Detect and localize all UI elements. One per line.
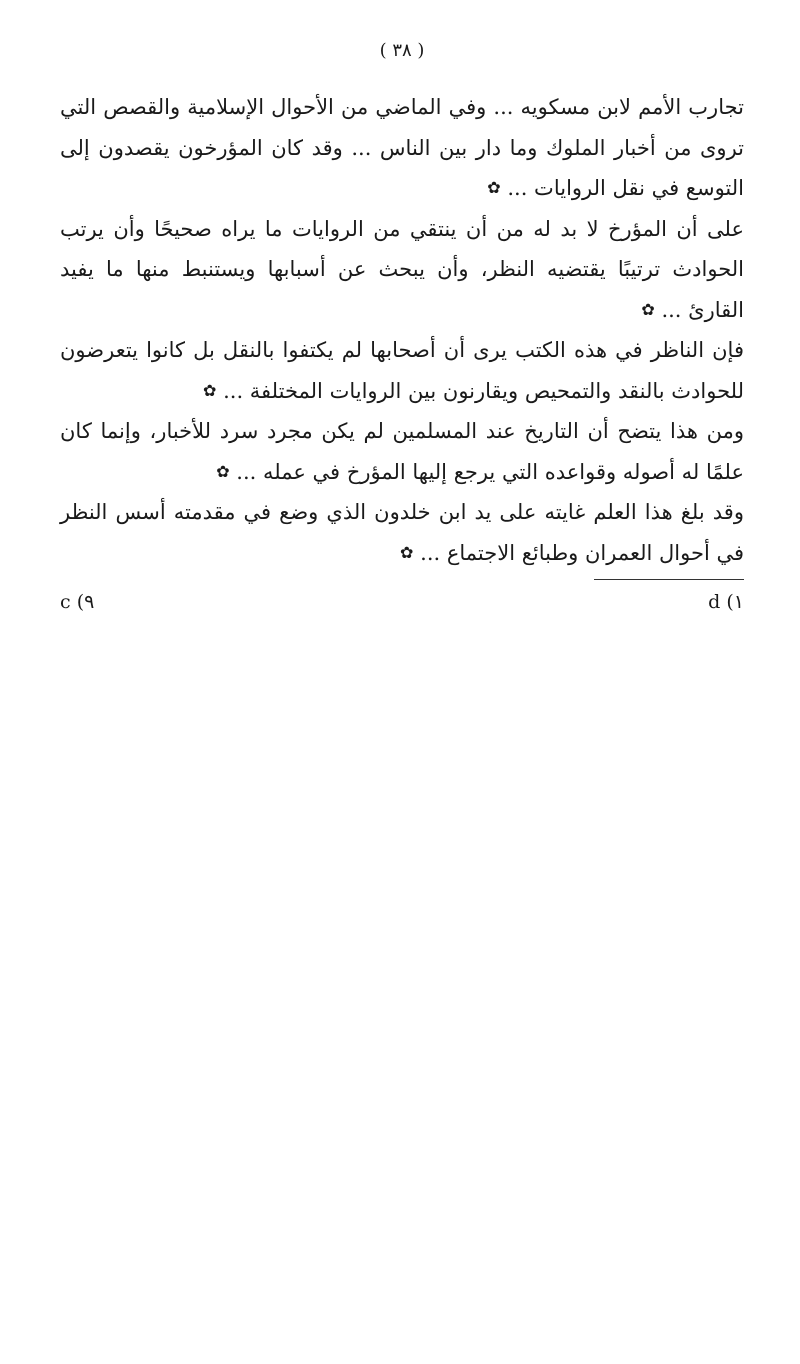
body-text bbox=[60, 87, 744, 573]
paragraph-1 bbox=[60, 87, 744, 209]
paragraph-end-star-icon: ✿ bbox=[487, 178, 501, 197]
paragraph-3 bbox=[60, 330, 744, 411]
paragraph-text: وقد بلغ هذا العلم غايته على يد ابن خلدون الذي وضع في مقدمته أسس النظر في أحوال العمران وطبائع الاجتماع ... bbox=[60, 500, 744, 565]
footnote-divider bbox=[594, 579, 744, 580]
footnote-1: ١) d bbox=[708, 591, 744, 613]
paragraph-end-star-icon: ✿ bbox=[400, 542, 414, 562]
paragraph-text: فإن الناظر في هذه الكتب يرى أن أصحابها لم يكتفوا بالنقل بل كانوا يتعرضون للحوادث بالنقد والتمحيص ويقارنون بين الروايات المختلفة ... bbox=[60, 338, 744, 403]
paragraph-5 bbox=[60, 492, 744, 573]
document-page bbox=[60, 40, 744, 616]
paragraph-end-star-icon: ✿ bbox=[641, 299, 655, 319]
paragraph-text: ومن هذا يتضح أن التاريخ عند المسلمين لم يكن مجرد سرد للأخبار، وإنما كان علمًا له أصوله وقواعده التي يرجع إليها المؤرخ في عمله ... bbox=[60, 419, 744, 484]
footnotes bbox=[60, 588, 744, 616]
page-number: ( ٣٨ ) bbox=[379, 40, 425, 61]
footnote-2: ٩) c bbox=[60, 591, 95, 613]
paragraph-2 bbox=[60, 209, 744, 331]
paragraph-text: تجارب الأمم لابن مسكويه ... وفي الماضي من الأحوال الإسلامية والقصص التي تروى من أخبار الملوك وما دار بين الناس ... وقد كان المؤرخون يقصدون إلى التوسع في نقل الروايات ... bbox=[60, 95, 744, 200]
paragraph-4 bbox=[60, 411, 744, 492]
paragraph-text: على أن المؤرخ لا بد له من أن ينتقي من الروايات ما يراه صحيحًا وأن يرتب الحوادث ترتيبًا يقتضيه النظر، وأن يبحث عن أسبابها ويستنبط منها ما يفيد القارئ ... bbox=[60, 216, 744, 322]
paragraph-end-star-icon: ✿ bbox=[203, 380, 217, 400]
paragraph-end-star-icon: ✿ bbox=[216, 461, 230, 481]
